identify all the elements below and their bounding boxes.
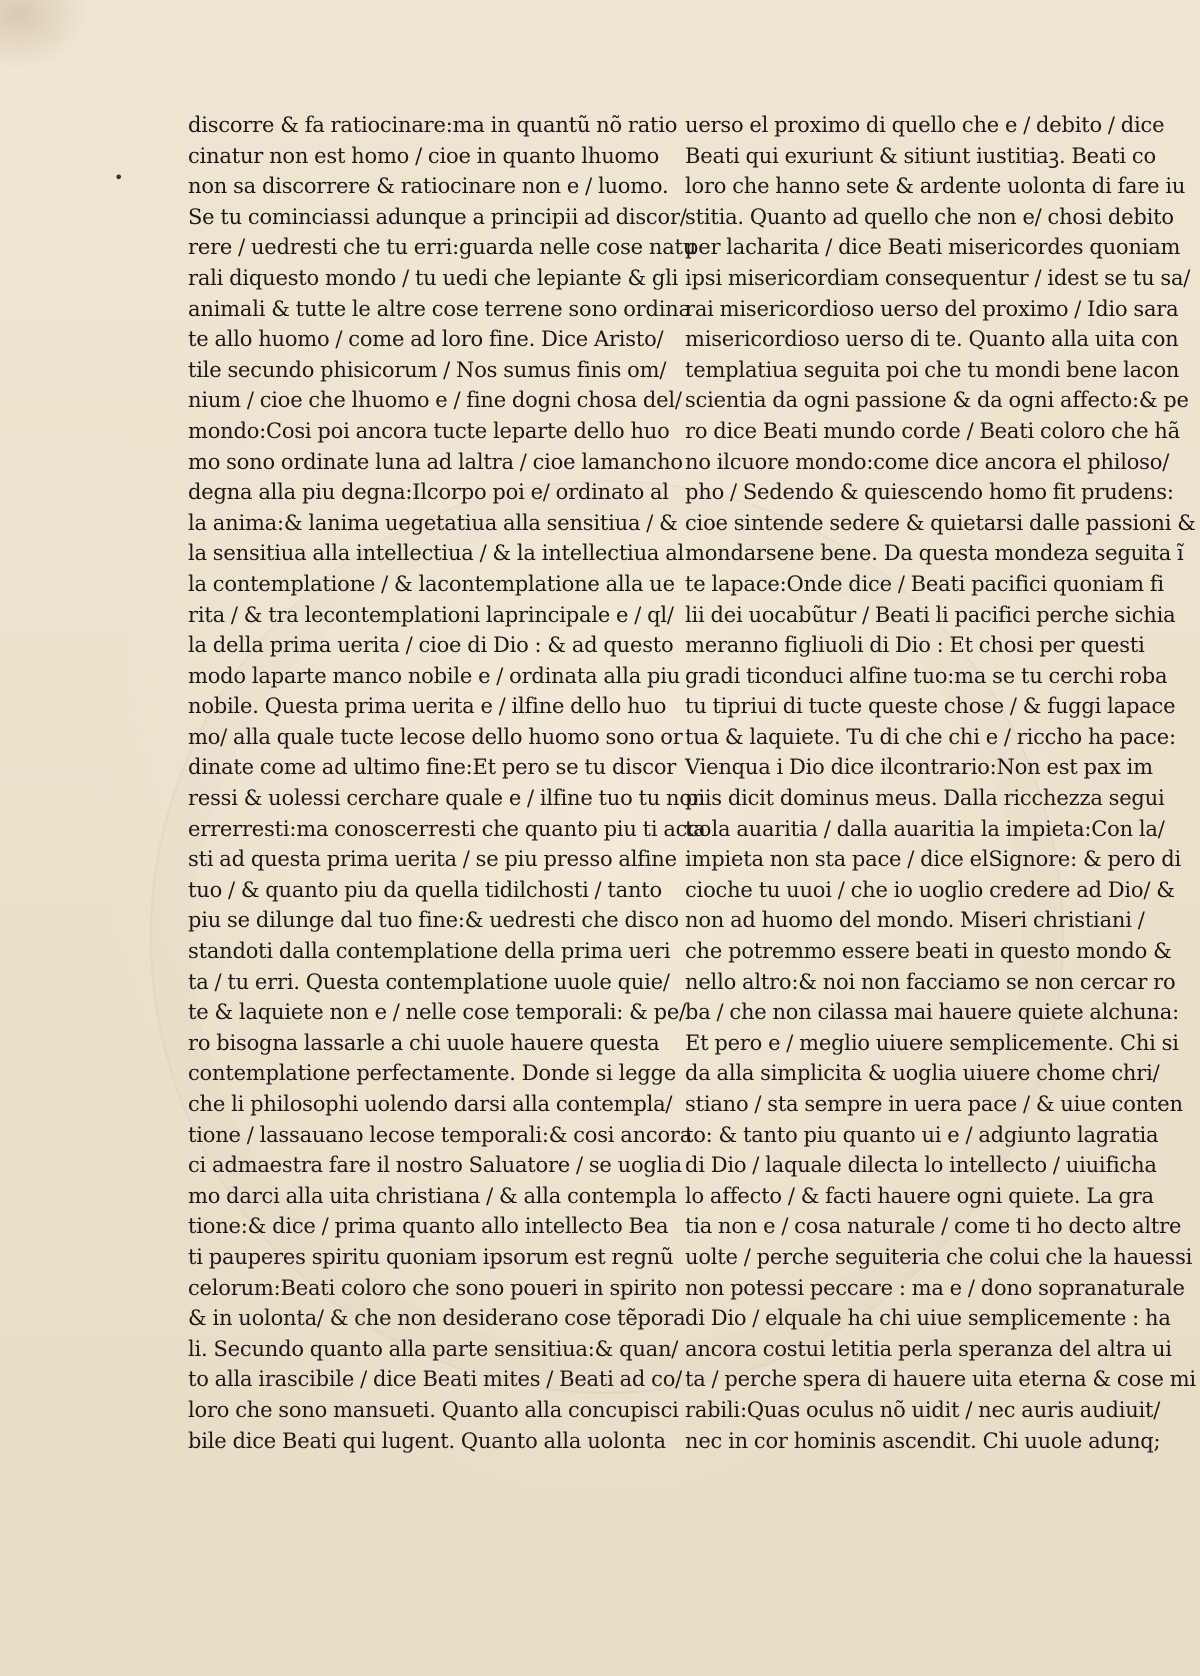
text-line: non potessi peccare : ma e / dono sopranaturale bbox=[685, 1275, 1185, 1300]
text-line: uolte / perche seguiteria che colui che la hauessi bbox=[685, 1244, 1193, 1269]
left-text-column bbox=[188, 110, 712, 1456]
text-line: da alla simplicita & uoglia uiuere chome chri/ bbox=[685, 1061, 1160, 1086]
text-line: che li philosophi uolendo darsi alla contempla/ bbox=[188, 1092, 673, 1116]
text-line: contemplatione perfectamente. Donde si legge bbox=[188, 1061, 677, 1086]
text-line: loro che sono mansueti. Quanto alla concupisci bbox=[188, 1397, 679, 1422]
text-line: di Dio / laquale dilecta lo intellecto / uiuificha bbox=[685, 1153, 1157, 1178]
text-line: rita / & tra lecontemplationi laprincipale e / ql/ bbox=[188, 602, 674, 627]
text-line: tia non e / cosa naturale / come ti ho decto altre bbox=[685, 1214, 1182, 1239]
text-line: Se tu cominciassi adunque a principii ad discor/ bbox=[188, 204, 687, 229]
text-line: impieta non sta pace / dice elSignore: & pero di bbox=[685, 847, 1181, 872]
text-line: non sa discorrere & ratiocinare non e / luomo. bbox=[188, 174, 669, 199]
text-line: cioche tu uuoi / che io uoglio credere ad Dio/ & bbox=[685, 877, 1175, 902]
text-line: standoti dalla contemplatione della prima ueri bbox=[188, 939, 671, 964]
text-line: nec in cor hominis ascendit. Chi uuole adunq; bbox=[685, 1428, 1161, 1453]
text-line: cinatur non est homo / cioe in quanto lhuomo bbox=[188, 143, 660, 168]
text-line: la contemplatione / & lacontemplatione alla ue bbox=[188, 571, 675, 596]
text-line: tu tipriui di tucte queste chose / & fuggi lapace bbox=[685, 694, 1176, 719]
text-line: tione:& dice / prima quanto allo intellecto Bea bbox=[188, 1214, 669, 1239]
text-line: nobile. Questa prima uerita e / ilfine dello huo bbox=[188, 694, 667, 719]
text-line: piu se dilunge dal tuo fine:& uedresti che disco bbox=[188, 908, 679, 933]
text-line: discorre & fa ratiocinare:ma in quantũ nõ ratio bbox=[188, 113, 678, 137]
text-line: te & laquiete non e / nelle cose temporali: & pe/ bbox=[188, 1000, 686, 1025]
text-line: che potremmo essere beati in questo mondo & bbox=[685, 939, 1172, 964]
text-line: ro bisogna lassarle a chi uuole hauere questa bbox=[188, 1030, 660, 1055]
text-line: Vienqua i Dio dice ilcontrario:Non est pax im bbox=[685, 755, 1153, 780]
text-line: te lapace:Onde dice / Beati pacifici quoniam fi bbox=[685, 571, 1164, 596]
text-line: tione / lassauano lecose temporali:& cosi ancora bbox=[188, 1122, 693, 1147]
text-line: rai misericordioso uerso del proximo / Idio sara bbox=[685, 296, 1179, 321]
text-line: te allo huomo / come ad loro fine. Dice Aristo/ bbox=[188, 327, 664, 352]
text-line: li. Secundo quanto alla parte sensitiua:& quan/ bbox=[188, 1336, 679, 1361]
text-line: piis dicit dominus meus. Dalla ricchezza segui bbox=[685, 786, 1165, 811]
text-line: nium / cioe che lhuomo e / fine dogni chosa del/ bbox=[188, 388, 682, 413]
text-line: celorum:Beati coloro che sono poueri in spirito bbox=[188, 1275, 677, 1300]
text-line: non ad huomo del mondo. Miseri christiani / bbox=[685, 908, 1145, 933]
text-line: ci admaestra fare il nostro Saluatore / se uoglia bbox=[188, 1153, 682, 1178]
text-line: animali & tutte le altre cose terrene sono ordina bbox=[188, 296, 691, 321]
text-line: templatiua seguita poi che tu mondi bene lacon bbox=[685, 357, 1180, 382]
margin-mark: • bbox=[114, 168, 124, 187]
corner-stain bbox=[0, 0, 90, 70]
text-line: degna alla piu degna:Ilcorpo poi e/ ordinato al bbox=[188, 480, 669, 505]
text-line: bile dice Beati qui lugent. Quanto alla uolonta bbox=[188, 1428, 666, 1453]
text-line: tile secundo phisicorum / Nos sumus finis om/ bbox=[188, 357, 667, 382]
text-line: misericordioso uerso di te. Quanto alla uita con bbox=[685, 327, 1179, 352]
text-line: dinate come ad ultimo fine:Et pero se tu discor bbox=[188, 755, 677, 780]
text-line: stiano / sta sempre in uera pace / & uiue conten bbox=[685, 1092, 1183, 1116]
text-line: mo sono ordinate luna ad laltra / cioe lamancho bbox=[188, 449, 683, 474]
text-line: Beati qui exuriunt & sitiunt iustitiaꝫ. Beati co bbox=[685, 143, 1156, 168]
text-line: la della prima uerita / cioe di Dio : & ad questo bbox=[188, 633, 674, 658]
text-line: ta la auaritia / dalla auaritia la impieta:Con la/ bbox=[685, 816, 1165, 841]
text-line: lo affecto / & facti hauere ogni quiete. La gra bbox=[685, 1183, 1154, 1208]
text-line: di Dio / elquale ha chi uiue semplicemente : ha bbox=[685, 1306, 1171, 1331]
text-line: mondo:Cosi poi ancora tucte leparte dello huo bbox=[188, 418, 670, 443]
text-line: nello altro:& noi non facciamo se non cercar ro bbox=[685, 969, 1176, 994]
text-line: ro dice Beati mundo corde / Beati coloro che hã bbox=[685, 418, 1180, 443]
text-line: Et pero e / meglio uiuere semplicemente. Chi si bbox=[685, 1030, 1179, 1055]
text-line: loro che hanno sete & ardente uolonta di fare iu bbox=[685, 174, 1186, 199]
text-line: lii dei uocabũtur / Beati li pacifici perche sichia bbox=[685, 602, 1176, 627]
text-line: & in uolonta/ & che non desiderano cose tẽpora bbox=[188, 1306, 686, 1331]
text-line: meranno figliuoli di Dio : Et chosi per questi bbox=[685, 633, 1145, 658]
text-line: mondarsene bene. Da questa mondeza seguita ĩ bbox=[685, 541, 1184, 566]
text-line: ipsi misericordiam consequentur / idest se tu sa/ bbox=[685, 265, 1191, 290]
text-line: ba / che non cilassa mai hauere quiete alchuna: bbox=[685, 1000, 1179, 1025]
text-line: mo darci alla uita christiana / & alla contempla bbox=[188, 1183, 677, 1208]
text-line: la sensitiua alla intellectiua / & la intellectiua al bbox=[188, 541, 685, 566]
text-line: ressi & uolessi cerchare quale e / ilfine tuo tu non bbox=[188, 786, 706, 811]
text-line: mo/ alla quale tucte lecose dello huomo sono or bbox=[188, 724, 683, 749]
text-line: cioe sintende sedere & quietarsi dalle passioni & bbox=[685, 510, 1196, 535]
text-line: gradi ticonduci alfine tuo:ma se tu cerchi roba bbox=[685, 663, 1168, 688]
text-line: ta / perche spera di hauere uita eterna & cose mi bbox=[685, 1367, 1196, 1392]
text-line: tuo / & quanto piu da quella tidilchosti / tanto bbox=[188, 877, 662, 902]
text-line: sti ad questa prima uerita / se piu presso alfine bbox=[188, 847, 677, 872]
text-line: uerso el proximo di quello che e / debito / dice bbox=[685, 113, 1165, 137]
right-text-column bbox=[685, 110, 1196, 1456]
text-line: errerresti:ma conoscerresti che quanto piu ti acco bbox=[188, 816, 712, 841]
text-line: ancora costui letitia perla speranza del altra ui bbox=[685, 1336, 1172, 1361]
text-line: la anima:& lanima uegetatiua alla sensitiua / & bbox=[188, 510, 678, 535]
text-line: modo laparte manco nobile e / ordinata alla piu bbox=[188, 663, 681, 688]
text-line: tua & laquiete. Tu di che chi e / riccho ha pace: bbox=[685, 724, 1176, 749]
text-line: rabili:Quas oculus nõ uidit / nec auris audiuit/ bbox=[685, 1397, 1161, 1422]
text-line: ti pauperes spiritu quoniam ipsorum est regnũ bbox=[188, 1244, 674, 1269]
text-line: scientia da ogni passione & da ogni affecto:& pe bbox=[685, 388, 1189, 413]
text-line: rere / uedresti che tu erri:guarda nelle cose natu bbox=[188, 235, 697, 260]
text-line: to alla irascibile / dice Beati mites / Beati ad co/ bbox=[188, 1367, 683, 1392]
text-line: ta / tu erri. Questa contemplatione uuole quie/ bbox=[188, 969, 670, 994]
text-line: no ilcuore mondo:come dice ancora el philoso/ bbox=[685, 449, 1170, 474]
text-line: rali diquesto mondo / tu uedi che lepiante & gli bbox=[188, 265, 679, 290]
text-line: stitia. Quanto ad quello che non e/ chosi debito bbox=[685, 204, 1174, 229]
text-line: pho / Sedendo & quiescendo homo fit prudens: bbox=[685, 480, 1174, 505]
text-line: to: & tanto piu quanto ui e / adgiunto lagratia bbox=[685, 1122, 1159, 1147]
text-line: per lacharita / dice Beati misericordes quoniam bbox=[685, 235, 1181, 260]
